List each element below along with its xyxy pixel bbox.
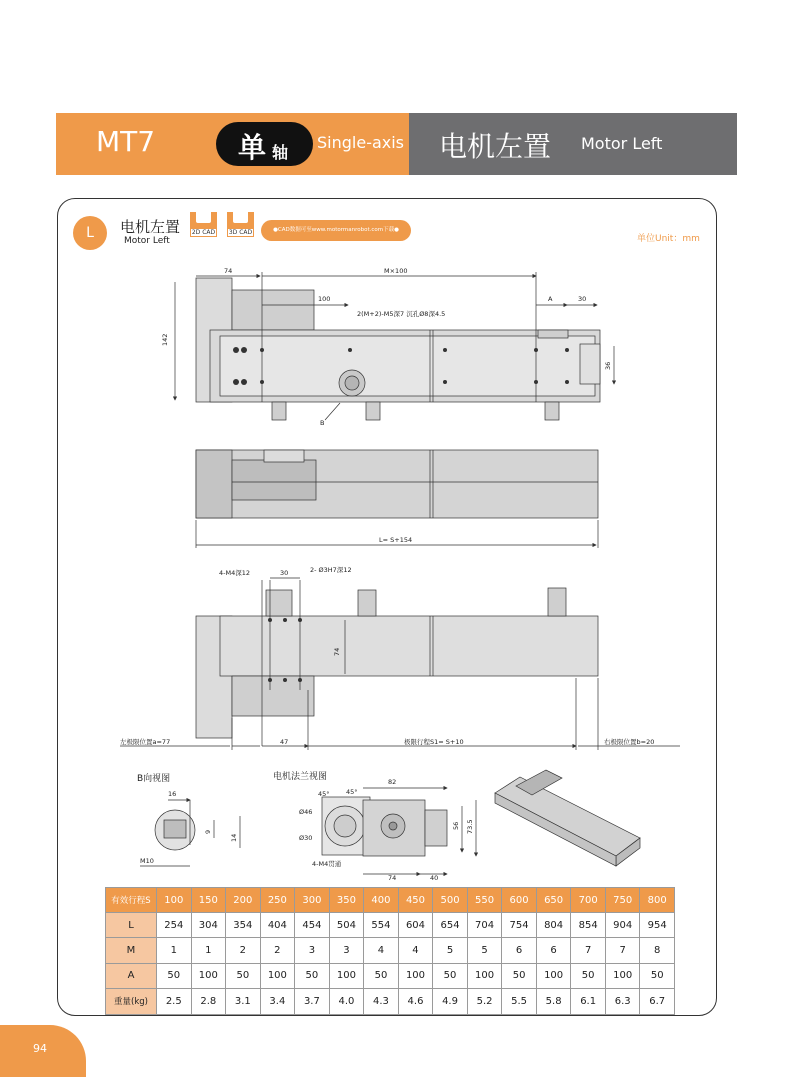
table-cell: 8 <box>640 938 675 963</box>
table-cell: 3.1 <box>226 989 261 1014</box>
page-number: 94 <box>33 1042 47 1055</box>
table-cell: 6.3 <box>605 989 640 1014</box>
stroke-cell: 300 <box>295 888 330 913</box>
table-header-row <box>106 888 675 913</box>
dim-right-limit: 右极限位置b=20 <box>604 738 655 746</box>
f-dim-30: Ø30 <box>299 834 313 842</box>
table-cell: 654 <box>433 913 468 938</box>
row-label: L <box>106 913 157 938</box>
table-cell: 50 <box>295 963 330 988</box>
stroke-cell: 150 <box>191 888 226 913</box>
stroke-cell: 100 <box>157 888 192 913</box>
dim-36: 36 <box>604 361 612 370</box>
axis-cn: 单 <box>238 131 267 164</box>
model-name: MT7 <box>96 125 156 158</box>
stroke-cell: 650 <box>536 888 571 913</box>
table-cell: 3.7 <box>295 989 330 1014</box>
b-dim-14: 14 <box>230 833 238 842</box>
stroke-cell: 700 <box>571 888 606 913</box>
spec-table <box>105 887 675 1015</box>
table-cell: 4.0 <box>329 989 364 1014</box>
dim-b: B <box>320 419 325 427</box>
table-cell: 50 <box>502 963 537 988</box>
stroke-cell: 250 <box>260 888 295 913</box>
dim-30: 30 <box>578 295 587 303</box>
table-cell: 554 <box>364 913 399 938</box>
table-cell: 4 <box>398 938 433 963</box>
table-cell: 50 <box>571 963 606 988</box>
table-cell: 954 <box>640 913 675 938</box>
b-dim-9: 9 <box>204 829 212 834</box>
table-cell: 100 <box>536 963 571 988</box>
table-cell: 50 <box>640 963 675 988</box>
cad-2d-label: 2D CAD <box>191 229 216 236</box>
dim-pin: 2- Ø3H7深12 <box>310 566 352 574</box>
dim-30b: 30 <box>280 569 289 577</box>
table-cell: 354 <box>226 913 261 938</box>
b-dim-16: 16 <box>168 790 177 798</box>
table-cell: 100 <box>398 963 433 988</box>
table-cell: 4.6 <box>398 989 433 1014</box>
table-cell: 4.9 <box>433 989 468 1014</box>
dim-m4: 4-M4深12 <box>219 569 250 577</box>
table-cell: 704 <box>467 913 502 938</box>
stroke-cell: 200 <box>226 888 261 913</box>
dim-74: 74 <box>224 267 233 275</box>
f-dim-46: Ø46 <box>299 808 313 816</box>
stroke-cell: 600 <box>502 888 537 913</box>
header-label: 有效行程S <box>106 888 157 913</box>
dim-left-limit: 左极限位置a=77 <box>120 738 171 746</box>
axis-cn-small: 轴 <box>272 143 289 162</box>
table-cell: 50 <box>157 963 192 988</box>
dim-142: 142 <box>161 333 169 346</box>
unit-label: 单位Unit：mm <box>637 234 700 244</box>
table-cell: 754 <box>502 913 537 938</box>
f-dim-40: 40 <box>430 874 439 882</box>
table-cell: 604 <box>398 913 433 938</box>
dim-a: A <box>548 295 553 303</box>
table-row <box>106 989 675 1014</box>
b-view-title: B向视图 <box>137 774 171 784</box>
table-cell: 304 <box>191 913 226 938</box>
dim-47: 47 <box>280 738 289 746</box>
row-label: A <box>106 963 157 988</box>
f-dim-74: 74 <box>388 874 397 882</box>
table-cell: 6 <box>536 938 571 963</box>
dim-length: L= S+154 <box>379 536 413 544</box>
section-title-en: Motor Left <box>124 236 170 246</box>
f-dim-45b: 45° <box>346 788 358 796</box>
stroke-cell: 450 <box>398 888 433 913</box>
table-cell: 5.5 <box>502 989 537 1014</box>
table-cell: 4.3 <box>364 989 399 1014</box>
stroke-cell: 350 <box>329 888 364 913</box>
flange-view-title: 电机法兰视图 <box>273 772 328 782</box>
section-title-cn: 电机左置 <box>120 218 181 236</box>
table-cell: 2.5 <box>157 989 192 1014</box>
b-dim-m10: M10 <box>140 857 154 865</box>
dim-100: 100 <box>318 295 331 303</box>
table-cell: 854 <box>571 913 606 938</box>
table-cell: 454 <box>295 913 330 938</box>
table-cell: 100 <box>329 963 364 988</box>
table-cell: 6.7 <box>640 989 675 1014</box>
table-cell: 2 <box>260 938 295 963</box>
stroke-cell: 750 <box>605 888 640 913</box>
f-dim-735: 73.5 <box>466 819 474 834</box>
table-row <box>106 913 675 938</box>
table-cell: 5 <box>467 938 502 963</box>
cad-download-link[interactable]: ●CAD数据可至www.motormanrobot.com下载● <box>261 220 411 241</box>
cad-3d-label: 3D CAD <box>228 229 253 236</box>
dim-stroke: 极限行程S1= S+10 <box>404 738 464 746</box>
table-cell: 1 <box>191 938 226 963</box>
table-cell: 6.1 <box>571 989 606 1014</box>
table-cell: 5.2 <box>467 989 502 1014</box>
table-cell: 2.8 <box>191 989 226 1014</box>
row-label: M <box>106 938 157 963</box>
table-cell: 6 <box>502 938 537 963</box>
f-dim-56: 56 <box>452 821 460 830</box>
stroke-cell: 800 <box>640 888 675 913</box>
table-cell: 100 <box>191 963 226 988</box>
dim-holes: 2(M+2)-M5深7 沉孔Ø8深4.5 <box>357 310 446 318</box>
table-cell: 100 <box>260 963 295 988</box>
table-cell: 4 <box>364 938 399 963</box>
f-dim-82: 82 <box>388 778 397 786</box>
table-row <box>106 938 675 963</box>
f-dim-m4: 4-M4贯通 <box>312 860 342 868</box>
table-cell: 50 <box>364 963 399 988</box>
axis-en: Single-axis <box>317 133 405 152</box>
f-dim-45a: 45° <box>318 790 330 798</box>
stroke-cell: 400 <box>364 888 399 913</box>
stroke-cell: 500 <box>433 888 468 913</box>
table-cell: 50 <box>433 963 468 988</box>
dim-74v: 74 <box>333 647 341 656</box>
table-row <box>106 963 675 988</box>
table-cell: 3 <box>329 938 364 963</box>
table-cell: 7 <box>571 938 606 963</box>
table-cell: 100 <box>605 963 640 988</box>
table-cell: 5 <box>433 938 468 963</box>
table-cell: 3.4 <box>260 989 295 1014</box>
table-cell: 2 <box>226 938 261 963</box>
table-cell: 904 <box>605 913 640 938</box>
table-cell: 100 <box>467 963 502 988</box>
section-badge: L <box>73 216 107 250</box>
dim-m100: M×100 <box>384 267 408 275</box>
table-cell: 50 <box>226 963 261 988</box>
table-cell: 504 <box>329 913 364 938</box>
row-label: 重量(kg) <box>106 989 157 1014</box>
table-cell: 404 <box>260 913 295 938</box>
header-title-en: Motor Left <box>581 134 663 153</box>
table-cell: 5.8 <box>536 989 571 1014</box>
table-cell: 804 <box>536 913 571 938</box>
table-cell: 1 <box>157 938 192 963</box>
table-cell: 254 <box>157 913 192 938</box>
table-cell: 3 <box>295 938 330 963</box>
header-title-cn: 电机左置 <box>439 130 552 163</box>
stroke-cell: 550 <box>467 888 502 913</box>
table-cell: 7 <box>605 938 640 963</box>
